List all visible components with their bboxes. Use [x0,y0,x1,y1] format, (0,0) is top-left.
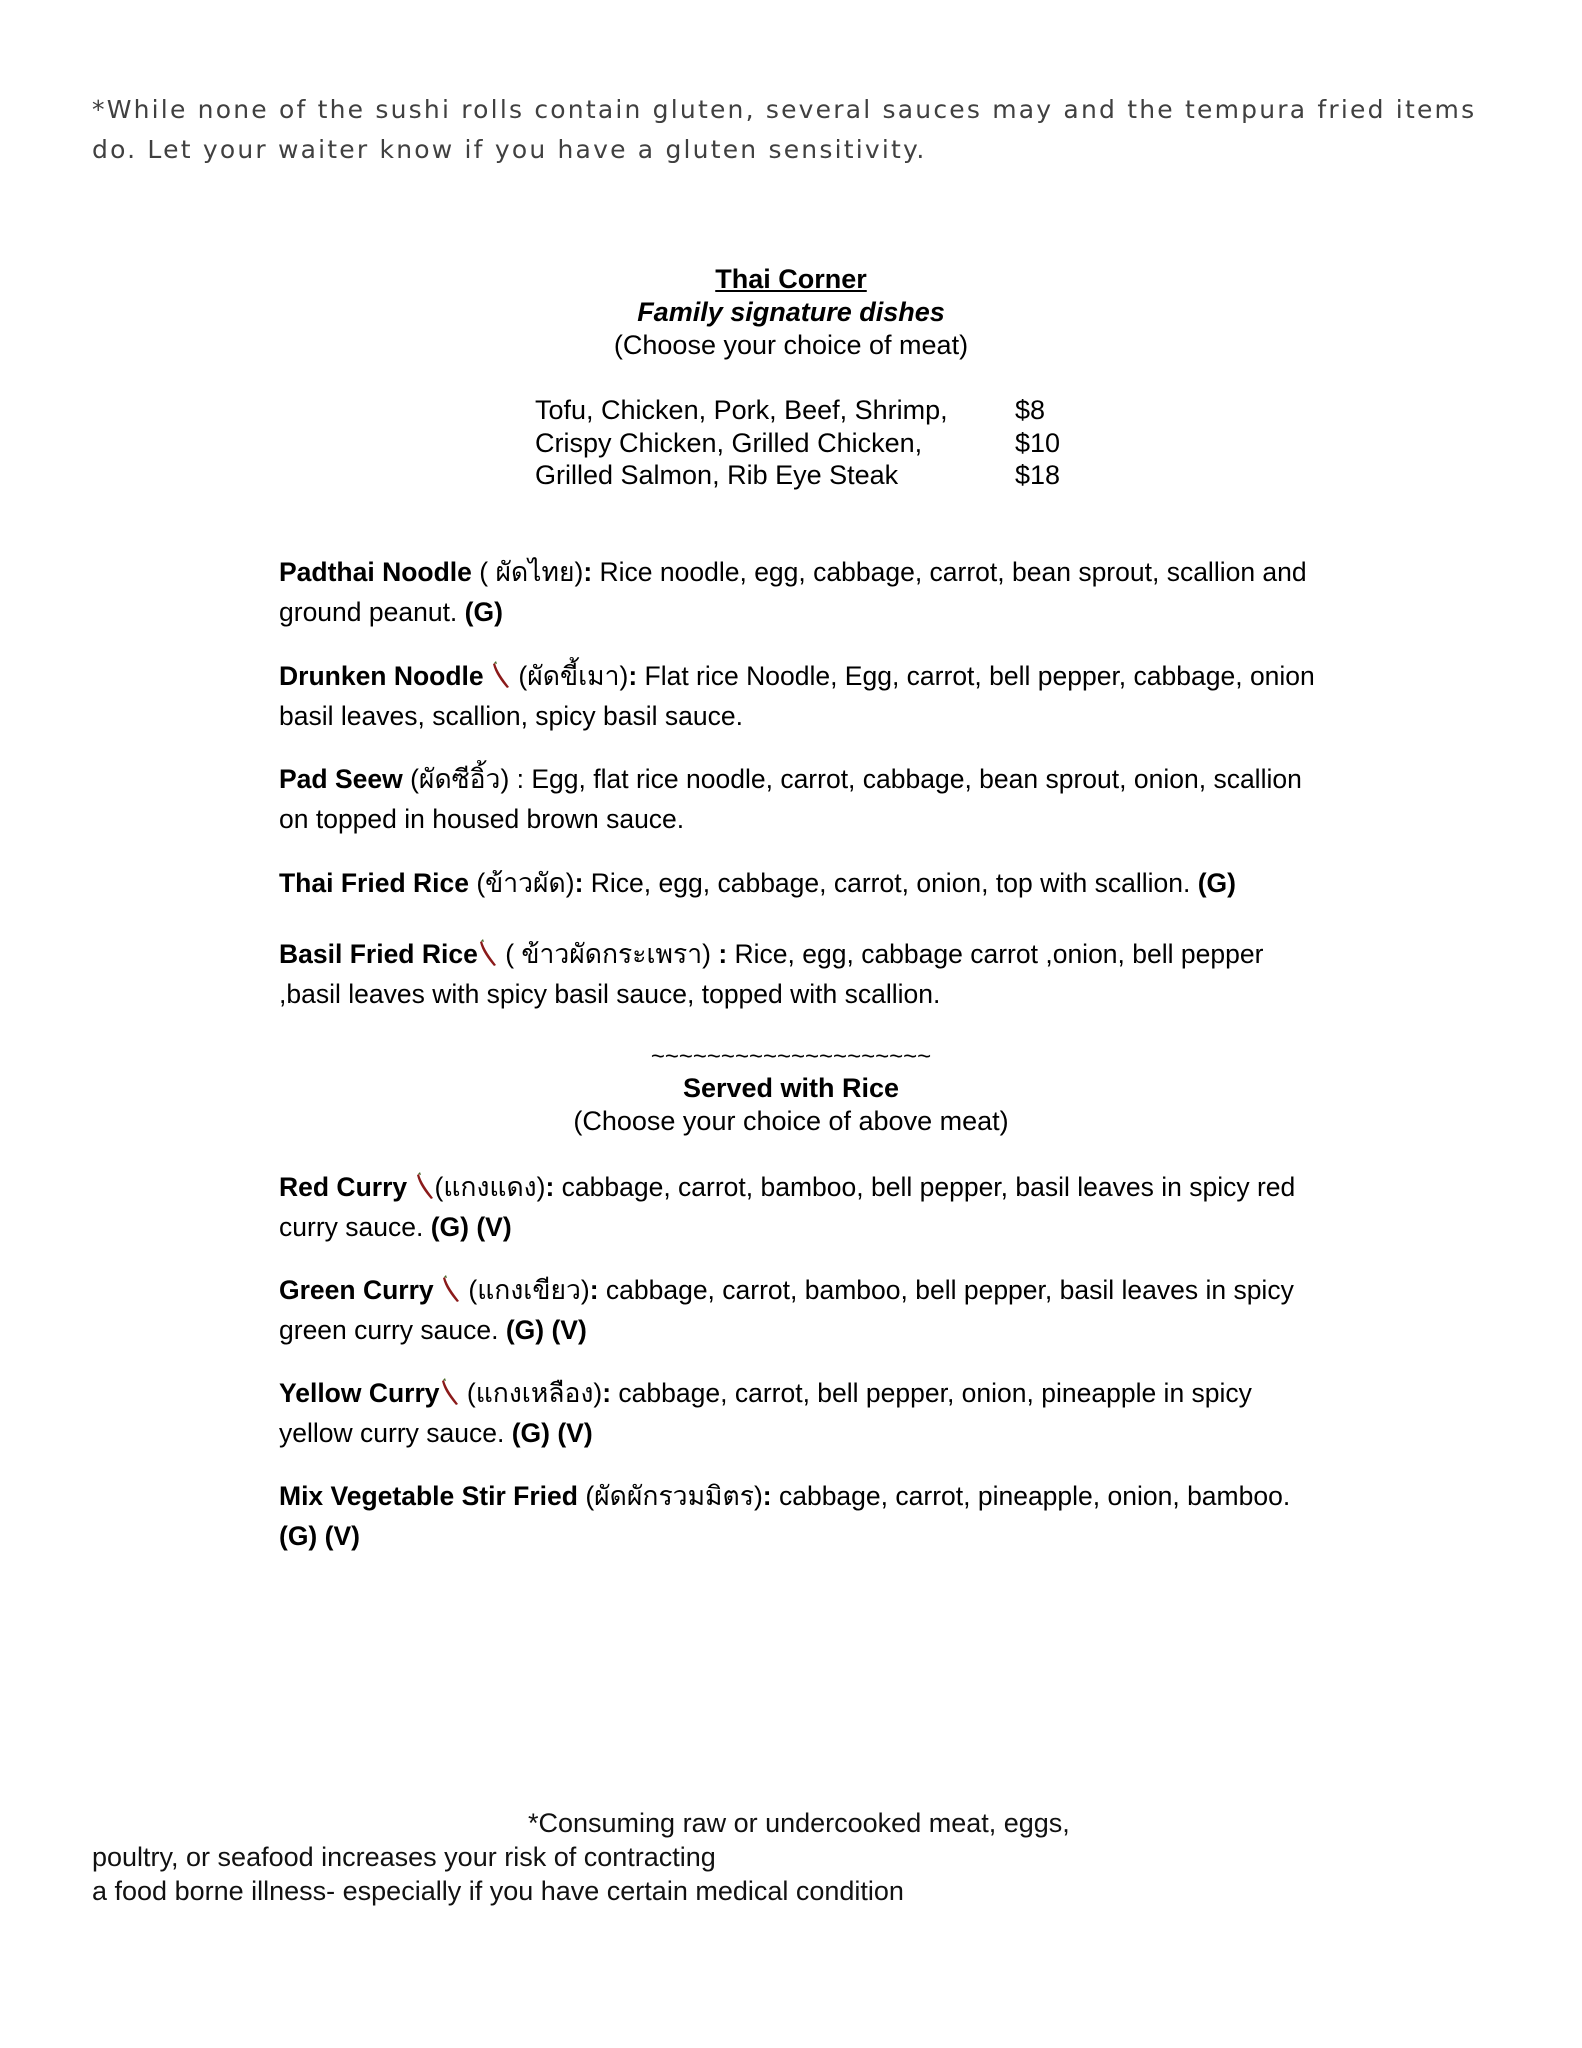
dish-separator: : [545,1172,555,1202]
menu-item-red-curry [279,1167,1319,1247]
section-instruction: (Choose your choice of meat) [613,330,969,360]
dish-name: Drunken Noodle [279,661,484,691]
raw-food-note-line2: poultry, or seafood increases your risk of contracting [92,1842,716,1872]
dish-description: Rice, egg, cabbage carrot ,onion, bell pepper ,basil leaves with spicy basil sauce, topped with scallion. [279,939,1264,1009]
dish-description: Rice noodle, egg, cabbage, carrot, bean sprout, scallion and ground peanut. [279,557,1307,627]
dish-separator: : [589,1275,599,1305]
dish-description: Egg, flat rice noodle, carrot, cabbage, bean sprout, onion, scallion on topped in housed brown sauce. [279,764,1302,834]
section-title: Thai Corner [715,264,867,294]
chili-pepper-icon [440,1378,460,1406]
chili-pepper-icon [441,1275,461,1303]
dish-description: cabbage, carrot, pineapple, onion, bamboo. [771,1481,1291,1511]
dish-thai-name: ( ผัดไทย) [471,557,584,587]
chili-pepper-icon [478,939,498,967]
raw-food-note-line3: a food borne illness- especially if you have certain medical condition [92,1876,904,1906]
dish-name: Mix Vegetable Stir Fried [279,1481,578,1511]
price-value: $18 [1015,460,1061,490]
dish-description: cabbage, carrot, bamboo, bell pepper, basil leaves in spicy green curry sauce. [279,1275,1294,1345]
dish-description: cabbage, carrot, bell pepper, onion, pineapple in spicy yellow curry sauce. [279,1378,1252,1448]
dish-name: Basil Fried Rice [279,939,478,969]
chili-pepper-icon [415,1172,435,1200]
dish-name: Thai Fried Rice [279,868,469,898]
menu-item-yellow-curry [279,1373,1319,1453]
dish-separator: : [762,1481,772,1511]
gluten-note: *While none of the sushi rolls contain gluten, several sauces may and the tempura fried items do. Let your waiter know if you have a gluten sensitivity. [92,95,1477,164]
dish-thai-name: (ผัดขี้เมา) [511,661,629,691]
rice-section-instruction: (Choose your choice of above meat) [573,1106,1009,1136]
dish-tags: (G) (V) [511,1418,593,1448]
dish-name: Red Curry [279,1172,408,1202]
dish-thai-name: (แกงแดง) [434,1172,546,1202]
raw-food-note-line1: *Consuming raw or undercooked meat, eggs, [528,1808,1070,1838]
price-items: Crispy Chicken, Grilled Chicken, [535,427,923,458]
price-row [535,394,1095,427]
dish-name: Padthai Noodle [279,557,472,587]
menu-item-thai-fried-rice [279,863,1319,903]
menu-item-pad-seew [279,759,1319,839]
menu-item-mix-vegetable [279,1476,1319,1556]
dish-tags: (G) (V) [505,1315,587,1345]
dish-name: Green Curry [279,1275,434,1305]
rice-section-header [0,1072,1582,1138]
dish-thai-name: (ข้าวผัด) [468,868,575,898]
price-row [535,427,1095,460]
dish-tags: (G) (V) [279,1521,360,1551]
dish-thai-name: ( ข้าวผัดกระเพรา) [497,939,711,969]
dish-name: Yellow Curry [279,1378,440,1408]
price-items: Grilled Salmon, Rib Eye Steak [535,460,899,490]
dish-separator: : [710,939,728,969]
rice-section-title: Served with Rice [682,1073,900,1103]
dish-separator: : [574,868,584,898]
price-row [535,459,1095,492]
menu-item-padthai [279,552,1319,632]
dish-description: Flat rice Noodle, Egg, carrot, bell pepper, cabbage, onion basil leaves, scallion, spicy basil sauce. [279,661,1315,731]
price-value: $8 [1015,395,1046,425]
thai-corner-header [0,263,1582,362]
dish-thai-name: (แกงเขียว) [461,1275,590,1305]
dish-separator: : [583,557,593,587]
menu-item-basil-fried-rice [279,934,1319,1014]
section-divider: ~~~~~~~~~~~~~~~~~~~~ [650,1043,932,1070]
dish-name: Pad Seew [279,764,403,794]
dish-thai-name: (แกงเหลือง) [459,1378,603,1408]
dish-thai-name: (ผัดซีอิ้ว) [402,764,510,794]
menu-item-green-curry [279,1270,1319,1350]
chili-pepper-icon [491,661,511,689]
dish-separator: : [509,764,524,794]
meat-price-list [535,394,1095,492]
dish-separator: : [602,1378,612,1408]
price-value: $10 [1015,427,1061,458]
dish-description: Rice, egg, cabbage, carrot, onion, top with scallion. [583,868,1198,898]
dish-tags: (G) [1197,868,1236,898]
dish-description: cabbage, carrot, bamboo, bell pepper, basil leaves in spicy red curry sauce. [279,1172,1296,1242]
dish-separator: : [628,661,638,691]
menu-item-drunken-noodle [279,656,1319,736]
section-subtitle: Family signature dishes [637,297,945,327]
dish-tags: (G) (V) [430,1212,512,1242]
price-items: Tofu, Chicken, Pork, Beef, Shrimp, [535,395,948,425]
dish-tags: (G) [464,597,503,627]
dish-thai-name: (ผัดผักรวมมิตร) [577,1481,763,1511]
